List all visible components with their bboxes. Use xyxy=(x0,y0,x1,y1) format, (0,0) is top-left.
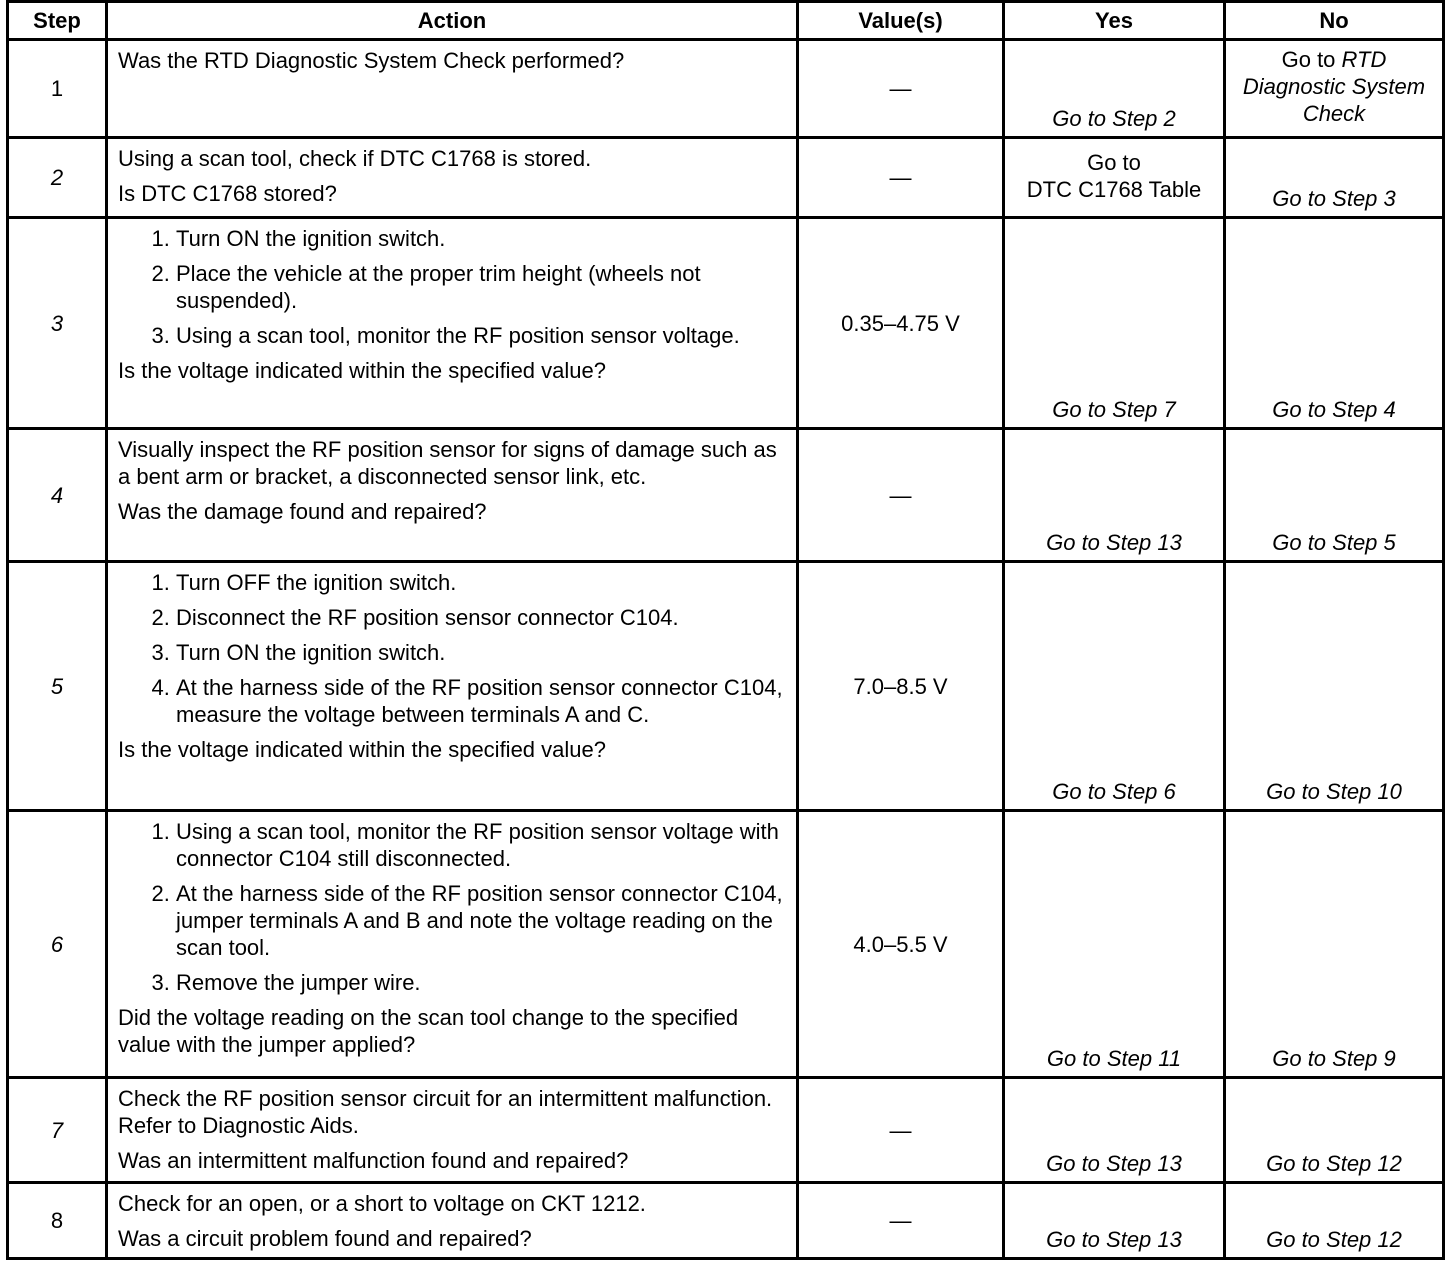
yes-link[interactable]: Go to Step 2 xyxy=(1052,106,1176,131)
action-question: Was the damage found and repaired? xyxy=(118,499,487,524)
diagnostic-table xyxy=(6,0,1445,1260)
header-row xyxy=(8,2,1444,40)
list-item: 3. Turn ON the ignition switch. xyxy=(176,639,786,666)
no-link[interactable]: RTD Diagnostic System Check xyxy=(1242,47,1426,126)
step-number: 3 xyxy=(8,218,107,429)
table-row xyxy=(8,429,1444,562)
action-question: Is the voltage indicated within the specified value? xyxy=(118,358,606,383)
value-cell: 7.0–8.5 V xyxy=(798,562,1004,811)
yes-link[interactable]: Go to Step 13 xyxy=(1046,1151,1182,1176)
header-no: No xyxy=(1225,2,1444,40)
list-item: 2. At the harness side of the RF position sensor connector C104, jumper terminals A and B and note the voltage reading on the scan tool. xyxy=(176,880,786,961)
table-row xyxy=(8,1078,1444,1183)
yes-cell xyxy=(1004,1078,1225,1183)
value-cell: — xyxy=(798,429,1004,562)
action-cell xyxy=(107,811,798,1078)
procedure-list xyxy=(118,569,786,728)
action-question: Was an intermittent malfunction found and repaired? xyxy=(118,1148,629,1173)
value-cell: — xyxy=(798,1183,1004,1259)
yes-link[interactable]: Go to Step 13 xyxy=(1046,1227,1182,1252)
step-number: 5 xyxy=(8,562,107,811)
no-cell xyxy=(1225,218,1444,429)
action-question: Is DTC C1768 stored? xyxy=(118,181,337,206)
procedure-list xyxy=(118,225,786,349)
action-cell xyxy=(107,429,798,562)
yes-cell xyxy=(1004,218,1225,429)
no-cell xyxy=(1225,40,1444,138)
step-number: 7 xyxy=(8,1078,107,1183)
yes-cell xyxy=(1004,40,1225,138)
yes-link[interactable]: Go to Step 6 xyxy=(1052,779,1176,804)
action-question: Was a circuit problem found and repaired? xyxy=(118,1226,532,1251)
step-number: 8 xyxy=(8,1183,107,1259)
no-prefix: Go to xyxy=(1281,47,1336,72)
no-cell xyxy=(1225,1183,1444,1259)
no-cell xyxy=(1225,138,1444,218)
no-cell xyxy=(1225,562,1444,811)
yes-link[interactable]: Go to Step 13 xyxy=(1046,530,1182,555)
no-cell xyxy=(1225,429,1444,562)
yes-cell xyxy=(1004,138,1225,218)
step-number: 4 xyxy=(8,429,107,562)
action-question: Did the voltage reading on the scan tool change to the specified value with the jumper applied? xyxy=(118,1005,739,1057)
procedure-list xyxy=(118,818,786,996)
yes-prefix: Go to xyxy=(1087,149,1141,175)
action-question: Is the voltage indicated within the specified value? xyxy=(118,737,606,762)
header-action: Action xyxy=(107,2,798,40)
list-item: 2. Place the vehicle at the proper trim height (wheels not suspended). xyxy=(176,260,786,314)
yes-link[interactable]: Go to Step 7 xyxy=(1052,397,1176,422)
action-cell xyxy=(107,1078,798,1183)
list-item: 1. Using a scan tool, monitor the RF position sensor voltage with connector C104 still disconnected. xyxy=(176,818,786,872)
action-text: Was the RTD Diagnostic System Check performed? xyxy=(118,48,625,73)
list-item: 2. Disconnect the RF position sensor connector C104. xyxy=(176,604,786,631)
action-text: Check for an open, or a short to voltage on CKT 1212. xyxy=(118,1191,646,1216)
header-yes: Yes xyxy=(1004,2,1225,40)
value-cell: — xyxy=(798,40,1004,138)
action-cell xyxy=(107,218,798,429)
yes-link[interactable]: DTC C1768 Table xyxy=(1026,176,1202,202)
yes-cell xyxy=(1004,429,1225,562)
no-link[interactable]: Go to Step 12 xyxy=(1266,1151,1402,1176)
action-text: Visually inspect the RF position sensor for signs of damage such as a bent arm or bracket, a disconnected sensor link, etc. xyxy=(118,437,777,489)
table-row xyxy=(8,811,1444,1078)
no-link[interactable]: Go to Step 3 xyxy=(1272,186,1396,211)
list-item: 3. Remove the jumper wire. xyxy=(176,969,786,996)
no-link[interactable]: Go to Step 10 xyxy=(1266,779,1402,804)
list-item: 1. Turn OFF the ignition switch. xyxy=(176,569,786,596)
no-link[interactable]: Go to Step 4 xyxy=(1272,397,1396,422)
table-row xyxy=(8,1183,1444,1259)
action-cell xyxy=(107,40,798,138)
value-cell: 0.35–4.75 V xyxy=(798,218,1004,429)
list-item: 3. Using a scan tool, monitor the RF position sensor voltage. xyxy=(176,322,786,349)
action-text: Check the RF position sensor circuit for an intermittent malfunction. Refer to Diagnostic Aids. xyxy=(118,1086,773,1138)
value-cell: — xyxy=(798,1078,1004,1183)
action-cell xyxy=(107,562,798,811)
action-cell xyxy=(107,138,798,218)
yes-cell xyxy=(1004,1183,1225,1259)
yes-cell xyxy=(1004,811,1225,1078)
step-number: 1 xyxy=(8,40,107,138)
header-step: Step xyxy=(8,2,107,40)
no-link[interactable]: Go to Step 5 xyxy=(1272,530,1396,555)
no-link[interactable]: Go to Step 9 xyxy=(1272,1046,1396,1071)
yes-cell xyxy=(1004,562,1225,811)
yes-link[interactable]: Go to Step 11 xyxy=(1046,1046,1182,1071)
table-row xyxy=(8,218,1444,429)
list-item: 4. At the harness side of the RF position sensor connector C104, measure the voltage between terminals A and C. xyxy=(176,674,786,728)
list-item: 1. Turn ON the ignition switch. xyxy=(176,225,786,252)
value-cell: — xyxy=(798,138,1004,218)
action-cell xyxy=(107,1183,798,1259)
step-number: 6 xyxy=(8,811,107,1078)
action-text: Using a scan tool, check if DTC C1768 is stored. xyxy=(118,146,592,171)
table-row xyxy=(8,138,1444,218)
value-cell: 4.0–5.5 V xyxy=(798,811,1004,1078)
table-row xyxy=(8,562,1444,811)
no-cell xyxy=(1225,811,1444,1078)
header-values: Value(s) xyxy=(798,2,1004,40)
no-cell xyxy=(1225,1078,1444,1183)
no-link[interactable]: Go to Step 12 xyxy=(1266,1227,1402,1252)
step-number: 2 xyxy=(8,138,107,218)
table-row xyxy=(8,40,1444,138)
